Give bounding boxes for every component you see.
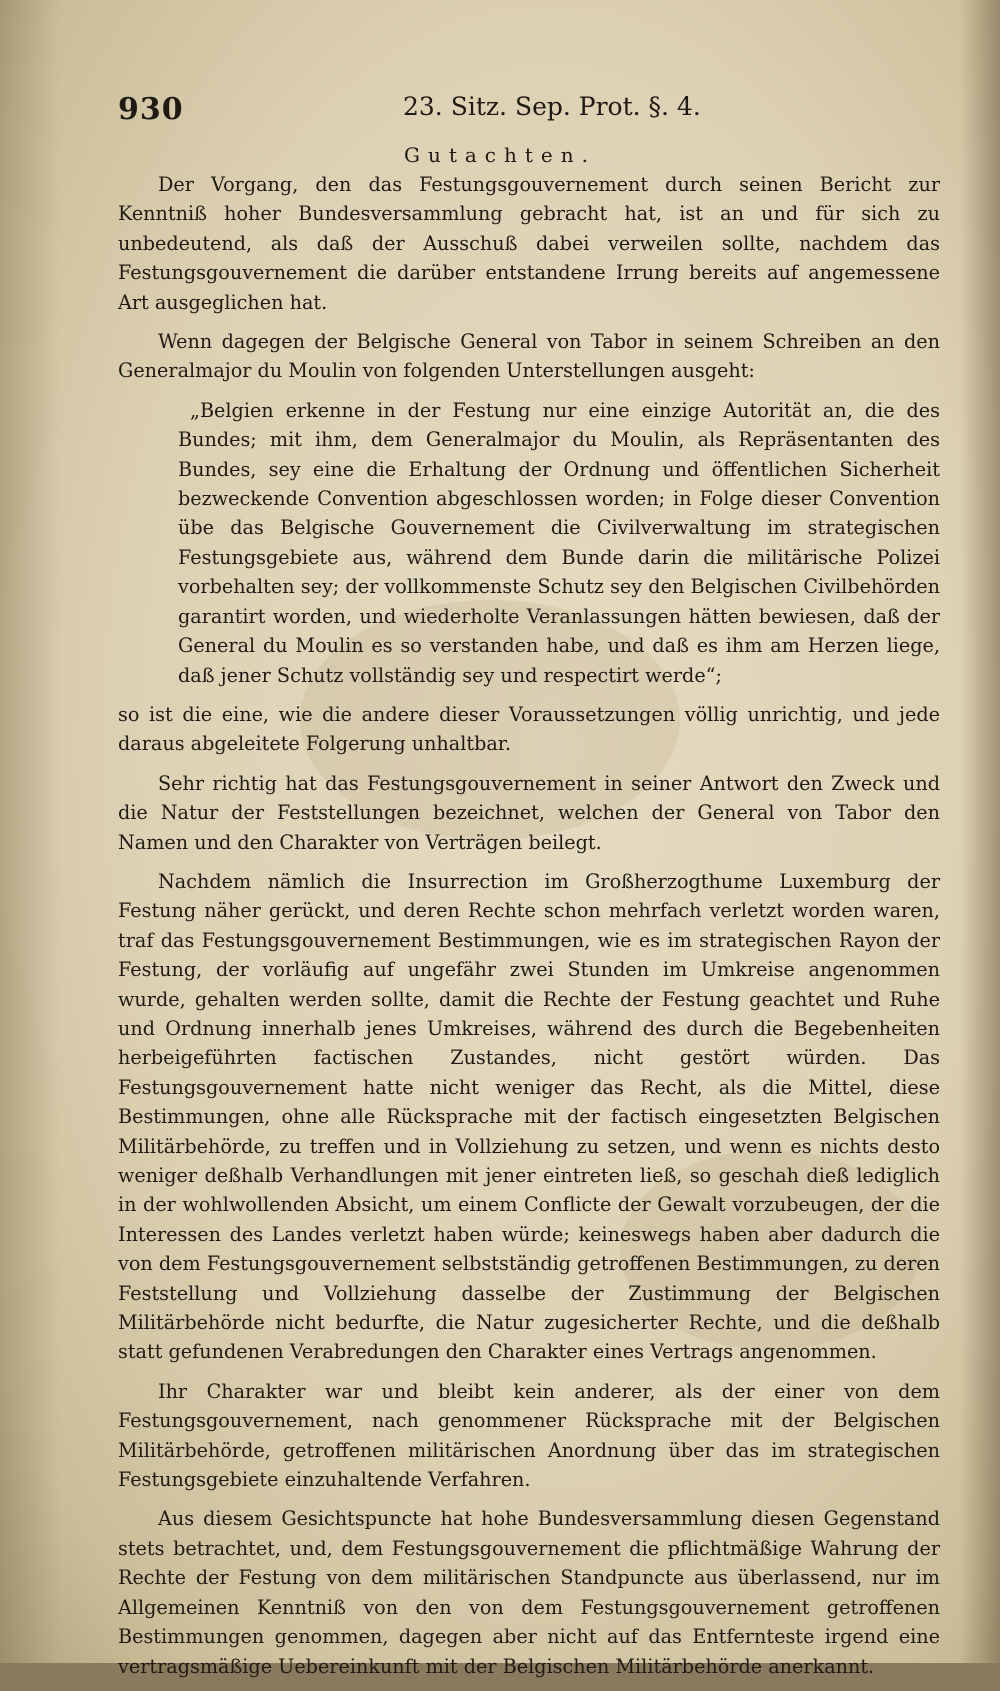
page-number: 930	[118, 92, 184, 127]
paragraph: Sehr richtig hat das Festungsgouvernement in seiner Antwort den Zweck und die Natur der Feststellungen bezeichnet, welchen der General von Tabor den Namen und den Charakter von Verträgen beilegt.	[118, 771, 940, 854]
paragraph: so ist die eine, wie die andere dieser Voraussetzungen völlig unrichtig, und jede daraus abgeleitete Folgerung unhaltbar.	[118, 702, 940, 756]
binding-shadow	[0, 0, 60, 1663]
paragraph: Ihr Charakter war und bleibt kein anderer, als der einer von dem Festungsgouvernement, nach genommener Rücksprache mit der Belgischen Militärbehörde, getroffenen militärischen Anordnung über das im strategischen Festungsgebiete einzuhaltende Verfahren.	[118, 1379, 940, 1492]
section-title: Gutachten.	[403, 143, 596, 167]
paragraph: Wenn dagegen der Belgische General von Tabor in seinem Schreiben an den Generalmajor du Moulin von folgenden Unterstellungen ausgeht:	[118, 330, 940, 383]
paragraph: Aus diesem Gesichtspuncte hat hohe Bundesversammlung diesen Gegenstand stets betrachtet, und, dem Festungsgouvernement die pflichtmäßige Wahrung der Rechte der Festung von dem militärischen Standpuncte aus überlassend, nur im Allgemeinen Kenntniß von den von dem Festungsgouvernement getroffenen Bestimmungen genommen, dagegen aber nicht auf das Entfernteste irgend eine vertragsmäßige Uebereinkunft mit der Belgischen Militärbehörde anerkannt.	[118, 1507, 940, 1678]
body-text	[118, 170, 940, 1691]
page-edge-shadow	[960, 0, 1000, 1663]
quoted-paragraph: „Belgien erkenne in der Festung nur eine einzige Autorität an, die des Bundes; mit ihm, dem Generalmajor du Moulin, als Repräsentanten des Bundes, sey eine die Erhaltung der Ordnung und öffentlichen Sicherheit bezweckende Convention abgeschlossen worden; in Folge dieser Convention übe das Belgische Gouvernement die Civilverwaltung im strategischen Festungsgebiete aus, während dem Bunde darin die militärische Polizei vorbehalten sey; der vollkommenste Schutz sey den Belgischen Civilbehörden garantirt worden, und wiederholte Veranlassungen hätten bewiesen, daß der General du Moulin es so verstanden habe, und daß es ihm am Herzen liege, daß jener Schutz vollständig sey und respectirt werde“;	[178, 398, 940, 687]
running-head: 23. Sitz. Sep. Prot. §. 4.	[403, 92, 701, 121]
page-header	[118, 92, 940, 132]
paragraph: Nachdem nämlich die Insurrection im Großherzogthume Luxemburg der Festung näher gerückt, und deren Rechte schon mehrfach verletzt worden waren, traf das Festungsgouvernement Bestimmungen, wie es im strategischen Rayon der Festung, der vorläufig auf ungefähr zwei Stunden im Umkreise angenommen wurde, gehalten werden sollte, damit die Rechte der Festung geachtet und Ruhe und Ordnung innerhalb jenes Umkreises, während des durch die Begebenheiten herbeigeführten factischen Zustandes, nicht gestört würden. Das Festungsgouvernement hatte nicht weniger das Recht, als die Mittel, diese Bestimmungen, ohne alle Rücksprache mit der factisch eingesetzten Belgischen Militärbehörde, zu treffen und in Vollziehung zu setzen, und wenn es nichts desto weniger deßhalb Verhandlungen mit jener eintreten ließ, so geschah dieß lediglich in der wohlwollenden Absicht, um einem Conflicte der Gewalt vorzubeugen, der die Interessen des Landes verletzt haben würde; keineswegs haben aber dadurch die von dem Festungsgouvernement selbstständig getroffenen Bestimmungen, zu deren Feststellung und Vollziehung dasselbe der Zustimmung der Belgischen Militärbehörde nicht bedurfte, die Natur zugesicherter Rechte, und die deßhalb statt gefundenen Verabredungen den Charakter eines Vertrags angenommen.	[118, 869, 940, 1364]
paragraph: Der Vorgang, den das Festungsgouvernement durch seinen Bericht zur Kenntniß hoher Bundesversammlung gebracht hat, ist an und für sich zu unbedeutend, als daß der Ausschuß dabei verweilen sollte, nachdem das Festungsgouvernement die darüber entstandene Irrung bereits auf angemessene Art ausgeglichen hat.	[118, 173, 940, 314]
